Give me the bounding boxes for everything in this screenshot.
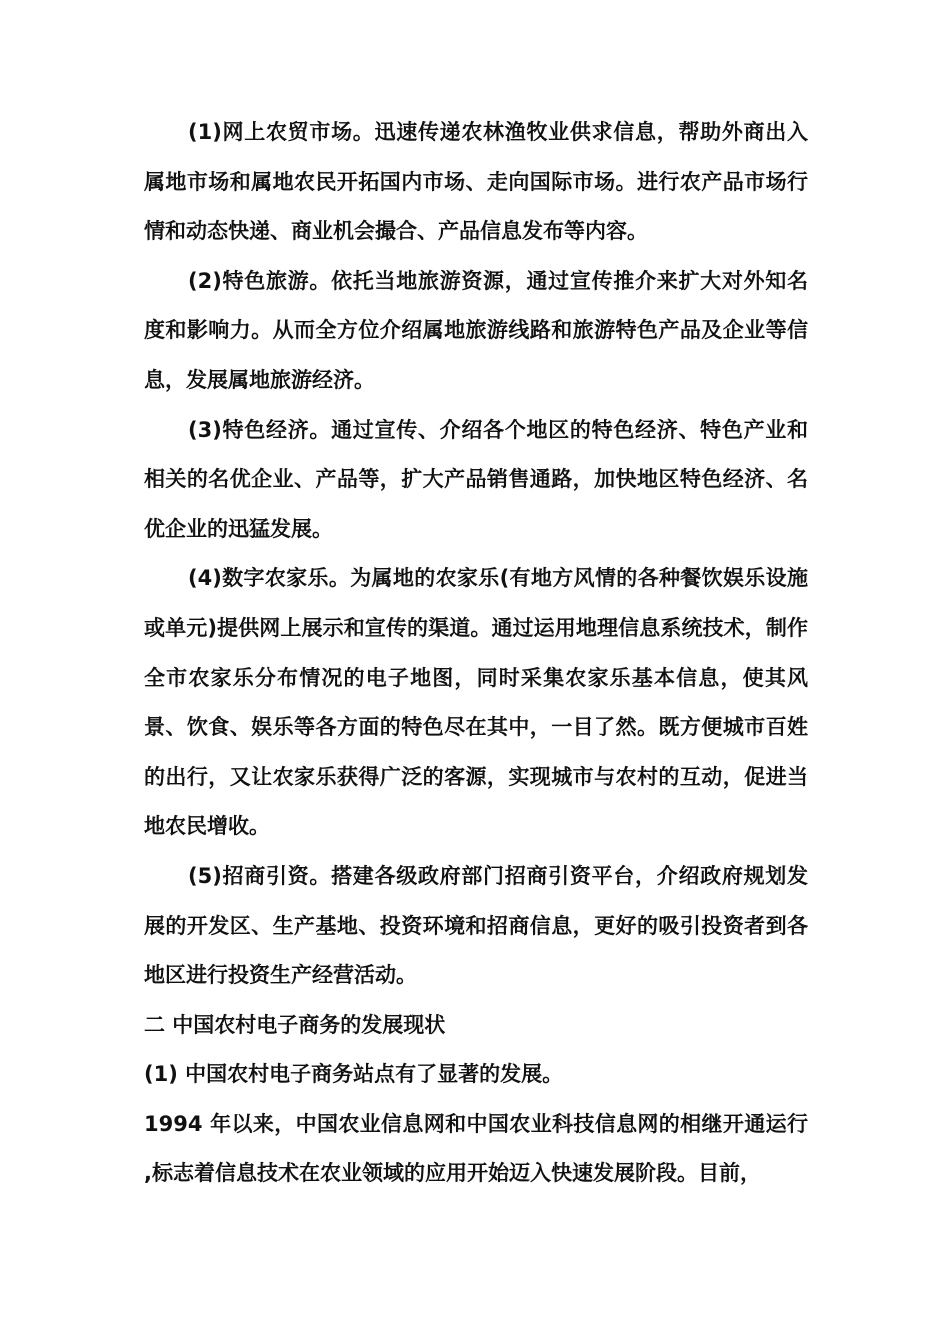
paragraph-special-tourism: (2)特色旅游。依托当地旅游资源，通过宣传推介来扩大对外知名度和影响力。从而全方位介绍属地旅游线路和旅游特色产品及企业等信息，发展属地旅游经济。 xyxy=(144,268,808,392)
paragraph-digital-farmhouse: (4)数字农家乐。为属地的农家乐(有地方风情的各种餐饮娱乐设施或单元)提供网上展示和宣传的渠道。通过运用地理信息系统技术，制作全市农家乐分布情况的电子地图，同时采集农家乐基本信息，使其风景、饮食、娱乐等各方面的特色尽在其中，一目了然。既方便城市百姓的出行，又让农家乐获得广泛的客源，实现城市与农村的互动，促进当地农民增收。 xyxy=(144,566,808,839)
document-page xyxy=(144,108,808,1199)
paragraph-online-agri-market: (1)网上农贸市场。迅速传递农林渔牧业供求信息，帮助外商出入属地市场和属地农民开拓国内市场、走向国际市场。进行农产品市场行情和动态快递、商业机会撮合、产品信息发布等内容。 xyxy=(144,120,808,244)
paragraph-history: 1994 年以来，中国农业信息网和中国农业科技信息网的相继开通运行 ,标志着信息技术在农业领域的应用开始迈入快速发展阶段。目前， xyxy=(144,1111,808,1186)
paragraph-investment-promotion: (5)招商引资。搭建各级政府部门招商引资平台，介绍政府规划发展的开发区、生产基地、投资环境和招商信息，更好的吸引投资者到各地区进行投资生产经营活动。 xyxy=(144,863,808,988)
paragraph-special-economy: (3)特色经济。通过宣传、介绍各个地区的特色经济、特色产业和相关的名优企业、产品等，扩大产品销售通路，加快地区特色经济、名优企业的迅猛发展。 xyxy=(144,417,808,541)
subsection-heading: (1) 中国农村电子商务站点有了显著的发展。 xyxy=(144,1062,564,1087)
section-heading: 二 中国农村电子商务的发展现状 xyxy=(144,1012,446,1037)
